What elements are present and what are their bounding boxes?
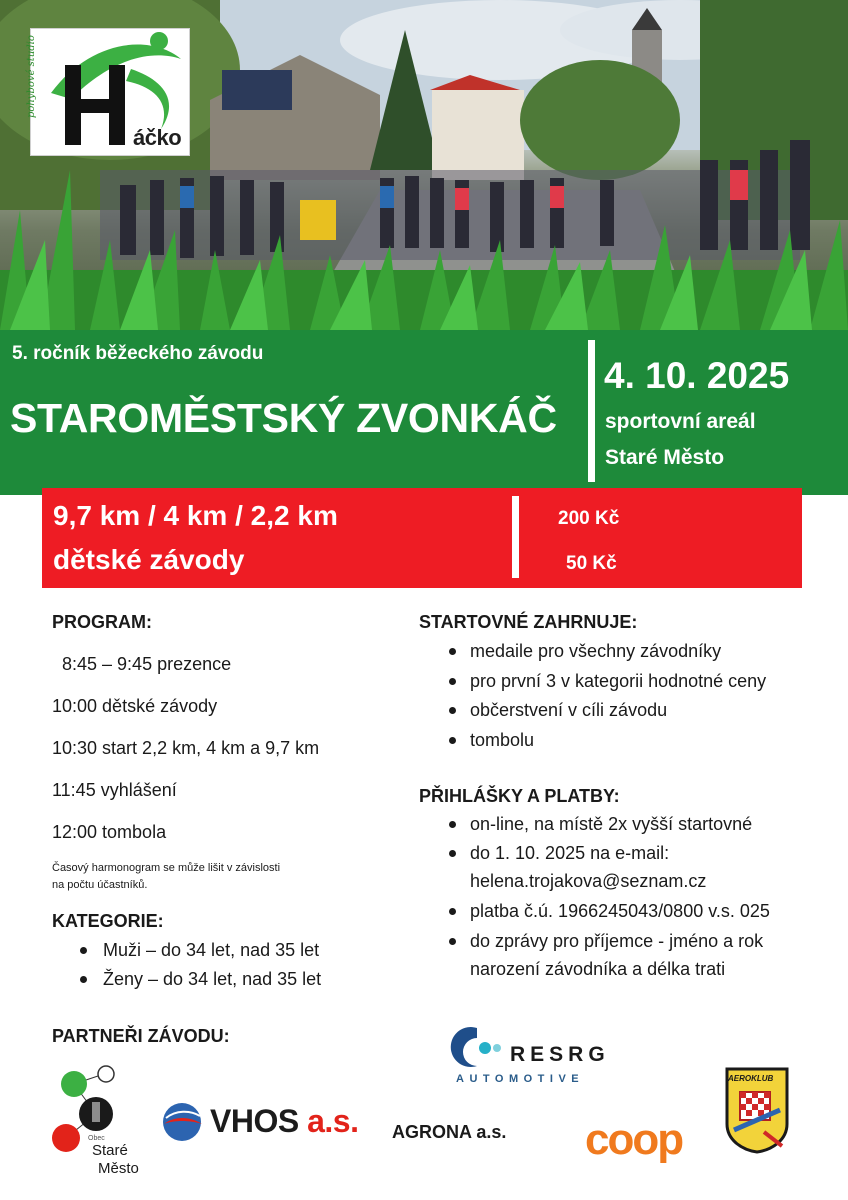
price-kids: 50 Kč [566, 553, 617, 574]
logo-suffix: áčko [133, 125, 182, 150]
program-item: 10:30 start 2,2 km, 4 km a 9,7 km [52, 738, 320, 758]
bullet-icon [449, 850, 456, 857]
event-venue-line1: sportovní areál [605, 410, 756, 433]
registration-item: do zprávy pro příjemce - jméno a rok [470, 931, 764, 951]
studio-logo [30, 28, 190, 156]
program-item: 8:45 – 9:45 prezence [62, 654, 232, 674]
registration-item: on-line, na místě 2x vyšší startovné [470, 814, 753, 834]
obec-small-label: Obec [88, 1135, 105, 1142]
program-heading: PROGRAM: [52, 612, 152, 632]
resrg-subtitle: AUTOMOTIVE [456, 1073, 585, 1085]
includes-item: občerstvení v cíli závodu [470, 700, 668, 720]
program-item: 12:00 tombola [52, 822, 167, 842]
includes-item: pro první 3 v kategorii hodnotné ceny [470, 671, 767, 691]
aeroklub-label: AEROKLUB [728, 1074, 774, 1083]
resrg-swirl-icon [447, 1024, 507, 1070]
resrg-name: RESRG [510, 1043, 610, 1066]
registration-email[interactable]: helena.trojakova@seznam.cz [470, 871, 707, 891]
bullet-icon [449, 707, 456, 714]
vhos-logo [210, 1103, 358, 1140]
vhos-name: VHOS [210, 1103, 299, 1139]
event-subtitle: 5. ročník běžeckého závodu [12, 343, 264, 364]
bullet-icon [449, 737, 456, 744]
vhos-drop-icon [160, 1102, 204, 1142]
bullet-icon [449, 938, 456, 945]
program-note-line1: Časový harmonogram se může lišit v závislosti [52, 862, 281, 874]
includes-heading: STARTOVNÉ ZAHRNUJE: [419, 612, 638, 632]
bullet-icon [80, 947, 87, 954]
category-item: Muži – do 34 let, nad 35 let [103, 940, 320, 960]
registration-item: platba č.ú. 1966245043/0800 v.s. 025 [470, 901, 770, 921]
event-date: 4. 10. 2025 [604, 355, 790, 396]
event-title: STAROMĚSTSKÝ ZVONKÁČ [10, 395, 557, 441]
race-kids: dětské závody [53, 544, 245, 575]
registration-item: do 1. 10. 2025 na e-mail: [470, 843, 670, 863]
bullet-icon [449, 821, 456, 828]
bullet-icon [80, 976, 87, 983]
title-band-divider [588, 340, 595, 482]
logo-side-text: pohybové studio [26, 35, 37, 118]
registration-heading: PŘIHLÁŠKY A PLATBY: [419, 786, 620, 806]
race-info-divider [512, 496, 519, 578]
price-adult: 200 Kč [558, 508, 620, 529]
program-note-line2: na počtu účastníků. [52, 879, 148, 891]
program-item: 11:45 vyhlášení [52, 780, 177, 800]
coop-logo: coop [585, 1115, 683, 1164]
race-distances: 9,7 km / 4 km / 2,2 km [53, 500, 338, 531]
registration-item: narození závodníka a délka trati [470, 959, 726, 979]
agrona-logo: AGRONA a.s. [392, 1122, 507, 1142]
category-item: Ženy – do 34 let, nad 35 let [103, 969, 322, 989]
header-photo [0, 0, 848, 330]
obec-name-line1: Staré [92, 1142, 128, 1159]
includes-item: tombolu [470, 730, 535, 750]
categories-heading: KATEGORIE: [52, 911, 164, 931]
bullet-icon [449, 678, 456, 685]
bullet-icon [449, 908, 456, 915]
partners-heading: PARTNEŘI ZÁVODU: [52, 1026, 230, 1046]
includes-item: medaile pro všechny závodníky [470, 641, 722, 661]
bullet-icon [449, 648, 456, 655]
event-venue-line2: Staré Město [605, 446, 725, 469]
vhos-suffix: a.s. [307, 1103, 359, 1139]
obec-name-line2: Město [98, 1160, 139, 1177]
program-item: 10:00 dětské závody [52, 696, 218, 716]
